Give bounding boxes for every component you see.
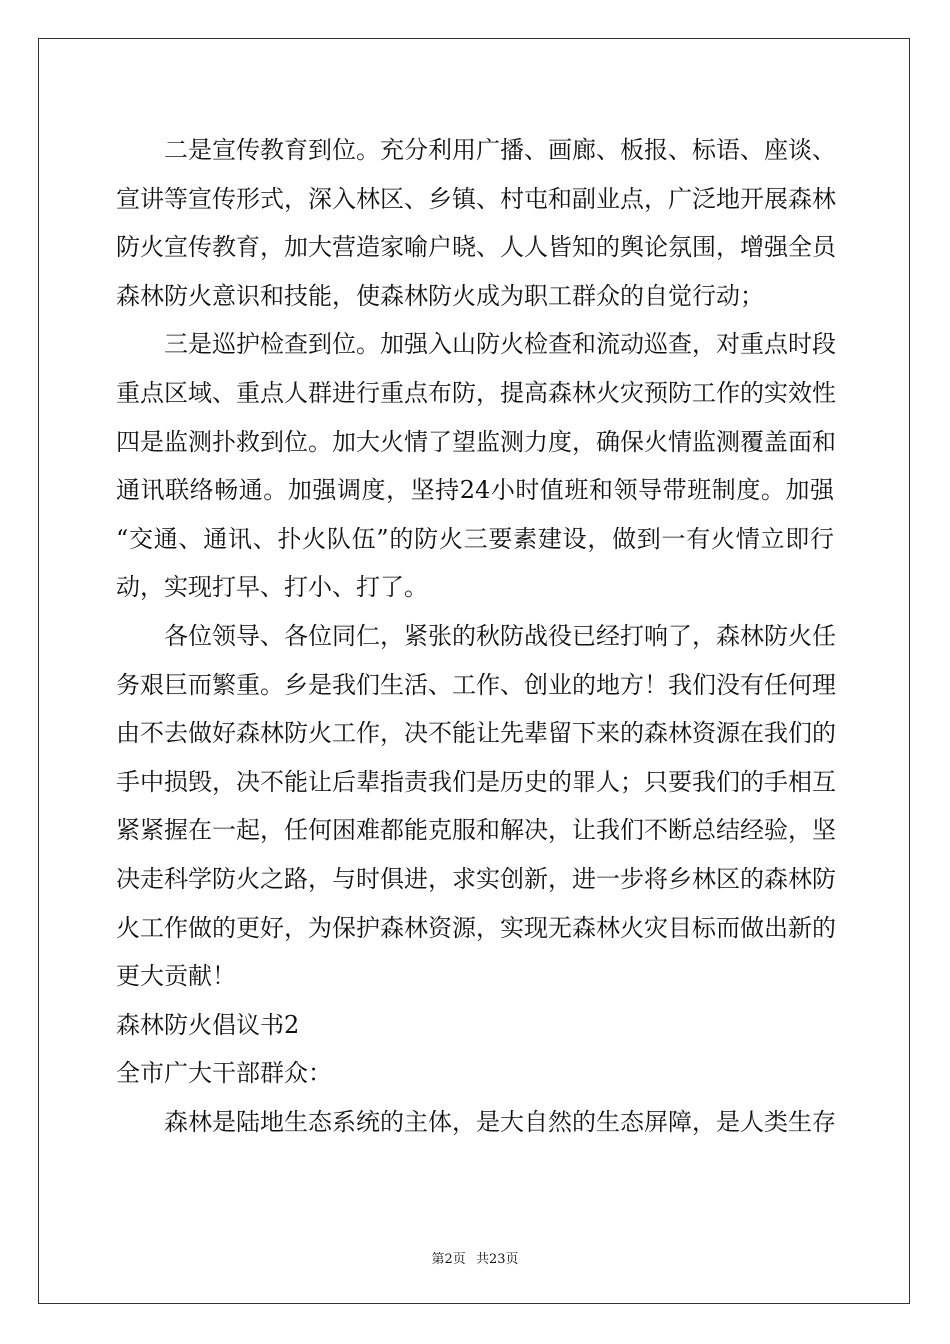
- text-line: 各位领导、各位同仁，紧张的秋防战役已经打响了，森林防火任: [164, 621, 836, 650]
- text-line: 务艰巨而繁重。乡是我们生活、工作、创业的地方！我们没有任何理: [116, 670, 836, 699]
- text-line: 手中损毁，决不能让后辈指责我们是历史的罪人；只要我们的手相互: [116, 767, 836, 796]
- text-line: 决走科学防火之路，与时俱进，求实创新，进一步将乡林区的森林防: [116, 864, 836, 893]
- text-line: 火工作做的更好，为保护森林资源，实现无森林火灾目标而做出新的: [116, 913, 836, 942]
- text-line: 森林是陆地生态系统的主体，是大自然的生态屏障，是人类生存: [164, 1107, 836, 1136]
- text-line: 更大贡献！: [116, 962, 236, 991]
- text-line: 动，实现打早、打小、打了。: [116, 573, 428, 602]
- text-line: 紧紧握在一起，任何困难都能克服和解决，让我们不断总结经验，坚: [116, 816, 836, 845]
- text-line: 四是监测扑救到位。加大火情了望监测力度，确保火情监测覆盖面和: [116, 427, 836, 456]
- text-line: 二是宣传教育到位。充分利用广播、画廊、板报、标语、座谈、: [164, 136, 836, 164]
- text-line: 全市广大干部群众：: [116, 1059, 332, 1088]
- total-pages: 共23页: [475, 1252, 519, 1267]
- text-line: 森林防火意识和技能，使森林防火成为职工群众的自觉行动；: [116, 281, 764, 310]
- text-line: 宣讲等宣传形式，深入林区、乡镇、村屯和副业点，广泛地开展森林: [116, 184, 836, 213]
- text-line: 通讯联络畅通。加强调度，坚持24小时值班和领导带班制度。加强: [116, 476, 834, 505]
- text-line: 三是巡护检查到位。加强入山防火检查和流动巡查，对重点时段: [164, 330, 836, 359]
- document-body: [116, 126, 834, 1146]
- page-footer: [0, 1248, 950, 1267]
- text-line: 防火宣传教育，加大营造家喻户晓、人人皆知的舆论氛围，增强全员: [116, 233, 836, 262]
- text-line: 由不去做好森林防火工作，决不能让先辈留下来的森林资源在我们的: [116, 719, 836, 748]
- text-line: 重点区域、重点人群进行重点布防，提高森林火灾预防工作的实效性: [116, 378, 836, 407]
- text-line: 森林防火倡议书2: [116, 1010, 300, 1039]
- text-line: “交通、通讯、扑火队伍”的防火三要素建设，做到一有火情立即行: [116, 524, 834, 553]
- page-number: 第2页: [431, 1252, 466, 1267]
